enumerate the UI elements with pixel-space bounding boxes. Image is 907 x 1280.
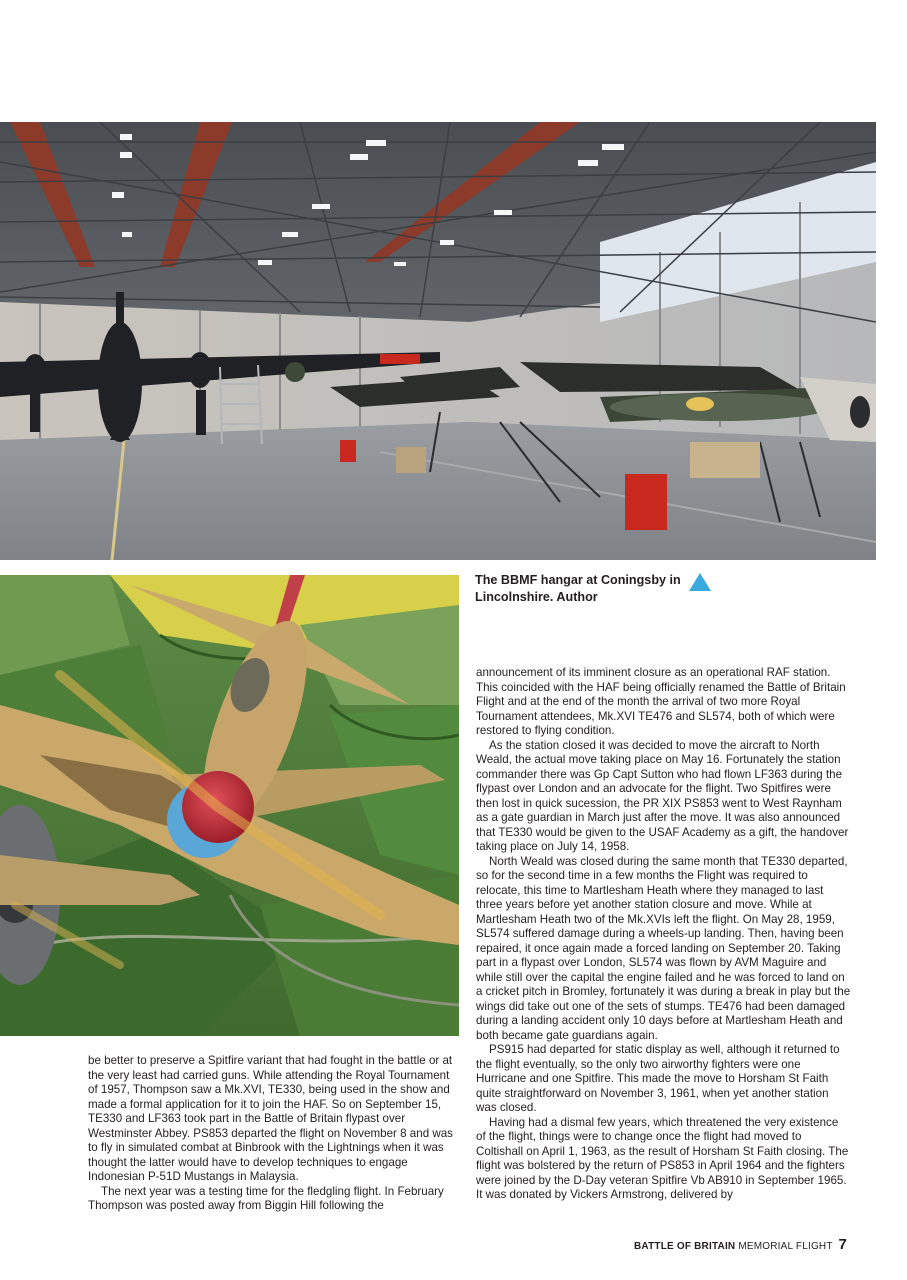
body-paragraph: be better to preserve a Spitfire variant that had fought in the battle or at the very least had carried guns. While attending the Royal Tournament of 1957, Thompson saw a Mk.XVI, TE330, being used in the show and made a formal application for it to join the HAF. So on September 15, TE330 and LF363 took part in the Battle of Britain flypast over Westminster Abbey. PS853 departed the flight on November 8 and was to fly in simulated combat at Binbrook with the Lightnings when it was thought the latter would have to develop techniques to engage Indonesian P-51D Mustangs in Malaysia.: [88, 1054, 453, 1183]
photo-caption: The BBMF hangar at Coningsby in Lincolnshire. Author: [475, 573, 681, 604]
hangar-photo: [0, 122, 876, 560]
hangar-photo-illustration: [0, 122, 876, 560]
body-paragraph: As the station closed it was decided to move the aircraft to North Weald, the actual move taking place on May 16. Fortunately the station commander there was Gp Capt Sutton who had flown LF363 during the flypast over London and an advocate for the flight. Two Spitfires were then lost in quick sucession, the PR XIX PS853 went to West Raynham as a gate guardian in March just after the move. It was also announced that TE330 would be given to the USAF Academy as a gift, the handover taking place on July 14, 1958.: [476, 738, 849, 853]
running-head-subtitle: MEMORIAL FLIGHT: [738, 1241, 833, 1252]
triangle-pointer-icon: [688, 572, 712, 592]
spitfire-photo-illustration: [0, 575, 459, 1036]
spitfire-air-photo: [0, 575, 459, 1036]
body-paragraph: announcement of its imminent closure as an operational RAF station. This coincided with the HAF being officially renamed the Battle of Britain Flight and at the end of the month the arrival of two more Royal Tournament attendees, Mk.XVI TE476 and SL574, both of which were restored to flying condition.: [476, 666, 846, 737]
running-head-title: BATTLE OF BRITAIN: [634, 1241, 736, 1252]
body-paragraph: PS915 had departed for static display as well, although it returned to the flight eventually, so the only two airworthy fighters were one Hurricane and one Spitfire. This made the move to Horsham St Faith quite straightforward on November 3, 1961, when yet another station was closed.: [476, 1043, 840, 1114]
page-footer: [634, 1236, 847, 1253]
left-column-text: [88, 1054, 460, 1214]
page-number: 7: [838, 1236, 847, 1253]
body-paragraph: Having had a dismal few years, which threatened the very existence of the flight, things were to change once the flight had moved to Coltishall on April 1, 1963, as the result of Horsham St Faith closing. The flight was bolstered by the return of PS853 in April 1964 and the fighters were joined by the D-Day veteran Spitfire Vb AB910 in September 1965. It was donated by Vickers Armstrong, delivered by: [476, 1115, 849, 1201]
right-column-text: [476, 666, 851, 1203]
body-paragraph: The next year was a testing time for the fledgling flight. In February Thompson was posted away from Biggin Hill following the: [88, 1184, 444, 1212]
body-paragraph: North Weald was closed during the same month that TE330 departed, so for the second time in a few months the Flight was required to relocate, this time to Martlesham Heath where they managed to last three years before yet another station closure and move. While at Martlesham Heath two of the Mk.XVIs left the flight. On May 28, 1959, SL574 suffered damage during a wheels-up landing. Then, having been repaired, it once again made a forced landing on September 20. Taking part in a flypast over London, SL574 was flown by AVM Maguire and while still over the capital the engine failed and he was forced to land on a cricket pitch in Bromley, fortunately it was during a break in play but the wings did take out one of the sets of stumps. TE476 had been damaged during a landing accident only 10 days before at Martlesham Heath and both became gate guardians again.: [476, 854, 851, 1042]
